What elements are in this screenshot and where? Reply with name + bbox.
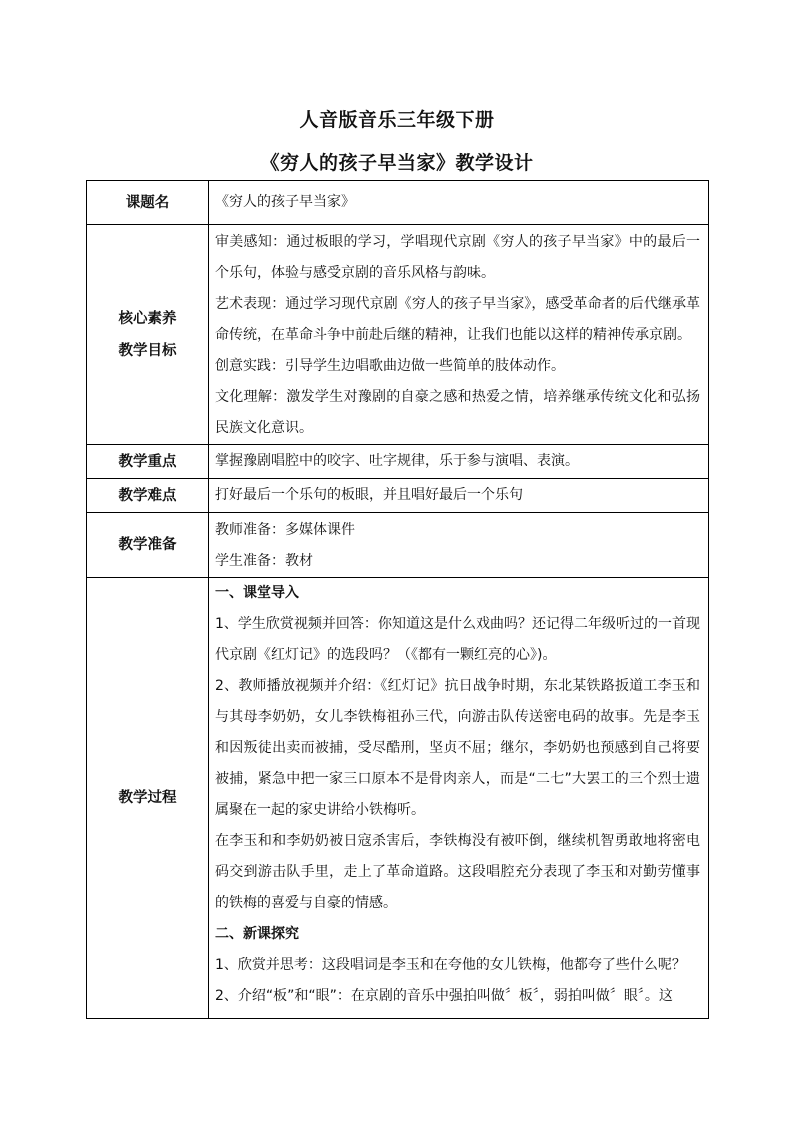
preparation-label: 教学准备 <box>87 513 209 578</box>
section-heading-explore: 二、新课探究 <box>215 926 299 942</box>
goal-expression: 艺术表现：通过学习现代京剧《穷人的孩子早当家》，感受革命者的后代继承革命传统，在革命斗争中前赴后继的精神，让我们也能以这样的精神传承京剧。 <box>215 296 700 343</box>
goal-aesthetic: 审美感知：通过板眼的学习，学唱现代京剧《穷人的孩子早当家》中的最后一个乐句，体验与感受京剧的音乐风格与韵味。 <box>215 234 700 281</box>
process-content <box>209 578 709 1019</box>
intro-step-2: 2、教师播放视频并介绍：《红灯记》抗日战争时期，东北某铁路扳道工李玉和与其母李奶奶，女儿李铁梅祖孙三代，向游击队传送密电码的故事。先是李玉和因叛徒出卖而被捕，受尽酷刑，坚贞不屈；继尔，李奶奶也预感到自己将要被捕，紧急中把一家三口原本不是骨肉亲人，而是“二七”大罢工的三个烈士遗属聚在一起的家史讲给小铁梅听。 <box>215 678 700 818</box>
difficulties-value: 打好最后一个乐句的板眼，并且唱好最后一个乐句 <box>209 479 709 513</box>
table-row-topic <box>87 181 709 225</box>
key-points-value: 掌握豫剧唱腔中的咬字、吐字规律，乐于参与演唱、表演。 <box>209 445 709 479</box>
intro-step-1: 1、学生欣赏视频并回答：你知道这是什么戏曲吗？还记得二年级听过的一首现代京剧《红灯记》的选段吗？（《都有一颗红亮的心》)。 <box>215 616 700 663</box>
table-row-goals <box>87 225 709 445</box>
table-row-preparation <box>87 513 709 578</box>
table-row-key-points <box>87 445 709 479</box>
document-subtitle: 《穷人的孩子早当家》教学设计 <box>260 152 534 174</box>
student-preparation: 学生准备：教材 <box>215 553 313 569</box>
explore-step-1: 1、欣赏并思考：这段唱词是李玉和在夸他的女儿铁梅，他都夸了些什么呢？ <box>215 957 686 973</box>
topic-label: 课题名 <box>87 181 209 225</box>
topic-value <box>209 181 709 225</box>
teacher-preparation: 教师准备：多媒体课件 <box>215 522 355 538</box>
goal-creative: 创意实践：引导学生边唱歌曲边做一些简单的肢体动作。 <box>215 358 565 374</box>
table-row-process <box>87 578 709 1019</box>
key-points-label: 教学重点 <box>87 445 209 479</box>
goal-culture: 文化理解：激发学生对豫剧的自豪之感和热爱之情，培养继承传统文化和弘扬民族文化意识。 <box>215 389 700 436</box>
table-row-difficulties <box>87 479 709 513</box>
goals-label <box>87 225 209 445</box>
document-title: 人音版音乐三年级下册 <box>299 109 495 131</box>
lesson-plan-table <box>86 180 709 1019</box>
section-heading-intro: 一、课堂导入 <box>215 585 299 601</box>
goals-content <box>209 225 709 445</box>
explore-step-2: 2、介绍“板”和“眼”：在京剧的音乐中强拍叫做〞板〞，弱拍叫做〞眼〞。这 <box>215 988 673 1004</box>
preparation-content <box>209 513 709 578</box>
topic-text: 《穷人的孩子早当家》 <box>215 194 355 210</box>
process-label: 教学过程 <box>87 578 209 1019</box>
goals-label-line1: 核心素养 <box>118 310 177 327</box>
difficulties-label: 教学难点 <box>87 479 209 513</box>
intro-step-2-continued: 在李玉和和李奶奶被日寇杀害后，李铁梅没有被吓倒，继续机智勇敢地将密电码交到游击队手里，走上了革命道路。这段唱腔充分表现了李玉和对勤劳懂事的铁梅的喜爱与自豪的情感。 <box>215 833 700 911</box>
goals-label-line2: 教学目标 <box>118 342 177 359</box>
